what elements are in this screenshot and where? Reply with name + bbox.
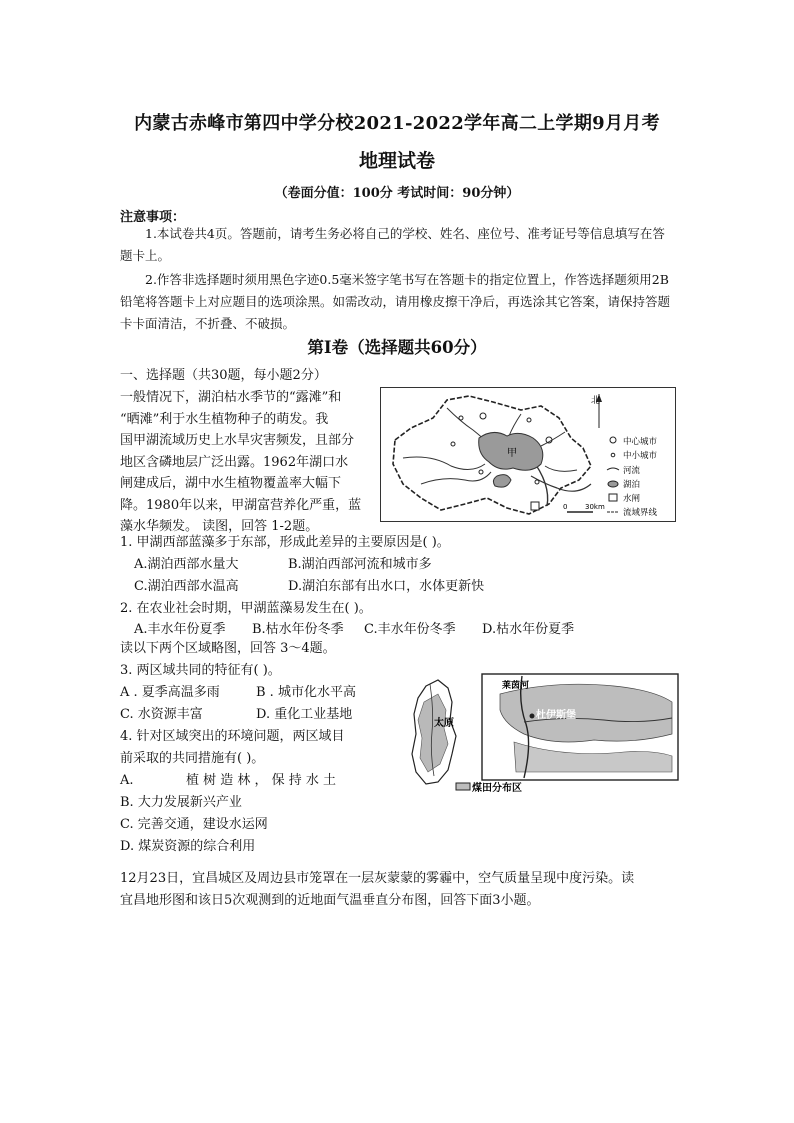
q4-option-d: D. 煤炭资源的综合利用	[120, 839, 256, 854]
taiyuan-label: 太原	[434, 718, 454, 729]
q1-option-d: D.湖泊东部有出水口，水体更新快	[288, 579, 485, 594]
q4-option-b: B. 大力发展新兴产业	[120, 795, 242, 810]
q4-option-c: C. 完善交通，建设水运网	[120, 817, 268, 832]
legend-center-city: 中心城市	[623, 437, 658, 447]
section-intro: 一、选择题（共30题，每小题2分）	[120, 368, 327, 383]
q2-option-b: B.枯水年份冬季	[252, 622, 344, 637]
legend-small-city: 中小城市	[623, 451, 658, 461]
q4-option-a-letter: A.	[120, 773, 134, 788]
question-4-stem-line2: 前采取的共同措施有( )。	[120, 751, 265, 766]
q2-option-a: A.丰水年份夏季	[134, 622, 226, 637]
q2-option-c: C.丰水年份冬季	[364, 622, 456, 637]
lake-basin-map-svg	[381, 388, 674, 520]
q3-option-d: D. 重化工业基地	[256, 707, 353, 722]
legend-boundary: 流域界线	[623, 508, 658, 518]
question-1-stem: 1. 甲湖西部蓝藻多于东部，形成此差异的主要原因是( )。	[120, 535, 450, 550]
passage-line: 一般情况下，湖泊枯水季节的“露滩”和	[120, 390, 342, 405]
passage-line: 地区含磷地层广泛出露。1962年湖口水	[120, 454, 349, 470]
q1-option-c: C.湖泊西部水温高	[134, 579, 239, 594]
scale-zero: 0	[563, 503, 568, 511]
q4-option-a-text: 植 树 造 林 ， 保 持 水 土	[186, 773, 337, 788]
question-3-stem: 3. 两区域共同的特征有( )。	[120, 663, 281, 678]
q3-option-c: C. 水资源丰富	[120, 707, 203, 722]
passage-2-line-1: 12月23日，宜昌城区及周边县市笼罩在一层灰蒙蒙的雾霾中，空气质量呈现中度污染。读	[120, 871, 635, 886]
q2-option-d: D.枯水年份夏季	[482, 622, 575, 637]
passage-line: 闸建成后，湖中水生植物覆盖率大幅下	[120, 476, 342, 491]
q3-option-a: A . 夏季高温多雨	[120, 685, 220, 700]
two-regions-map-svg	[404, 672, 680, 794]
passage-line: 降。1980年以来，甲湖富营养化严重，蓝	[120, 497, 362, 513]
passage-1	[120, 387, 370, 538]
question-2-stem: 2. 在农业社会时期，甲湖蓝藻易发生在( )。	[120, 601, 372, 616]
question-4-stem-line1: 4. 针对区域突出的环境问题，两区域目	[120, 729, 345, 744]
lake-label: 甲	[507, 448, 517, 459]
passage-2-line-2: 宜昌地形图和该日5次观测到的近地面气温垂直分布图，回答下面3小题。	[120, 893, 540, 908]
exam-meta: （卷面分值：100分 考试时间：90分钟）	[274, 186, 520, 201]
intro-3-4: 读以下两个区域略图，回答 3～4题。	[120, 641, 336, 656]
note-item-1: 1.本试卷共4页。答题前，请考生务必将自己的学校、姓名、座位号、准考证号等信息填写在答题卡上。	[120, 226, 665, 263]
coalfield-legend: 煤田分布区	[472, 783, 522, 794]
passage-line: “晒滩”利于水生植物种子的萌发。我	[120, 411, 329, 427]
legend-sluice: 水闸	[623, 494, 641, 504]
two-regions-map	[404, 672, 680, 794]
q1-option-b: B.湖泊西部河流和城市多	[288, 557, 432, 572]
scale-label: 30km	[585, 503, 605, 511]
lake-basin-map	[380, 387, 676, 522]
note-item-2: 2.作答非选择题时须用黑色字迹0.5毫米签字笔书写在答题卡的指定位置上，作答选择题须用2B铅笔将答题卡上对应题目的选项涂黑。如需改动，请用橡皮擦干净后，再选涂其它答案，请保持答题卡卡面清洁，不折叠、不破损。	[120, 272, 671, 331]
passage-line: 国甲湖流域历史上水旱灾害频发，且部分	[120, 433, 355, 448]
q1-option-a: A.湖泊西部水量大	[134, 557, 239, 572]
exam-title: 内蒙古赤峰市第四中学分校2021-2022学年高二上学期9月月考	[134, 113, 660, 134]
north-label: 北	[591, 396, 601, 406]
exam-subject: 地理试卷	[358, 150, 435, 172]
q3-option-b: B . 城市化水平高	[256, 685, 356, 700]
section-title: 第Ⅰ卷（选择题共60分）	[307, 338, 487, 357]
legend-river: 河流	[623, 466, 641, 476]
duisburg-label: 杜伊斯堡	[536, 710, 576, 721]
rhine-label: 莱茵河	[502, 681, 530, 691]
notes-heading: 注意事项：	[120, 210, 186, 225]
passage-line: 藻水华频发。 读图，回答 1-2题。	[120, 519, 319, 534]
legend-lake: 湖泊	[623, 480, 641, 490]
